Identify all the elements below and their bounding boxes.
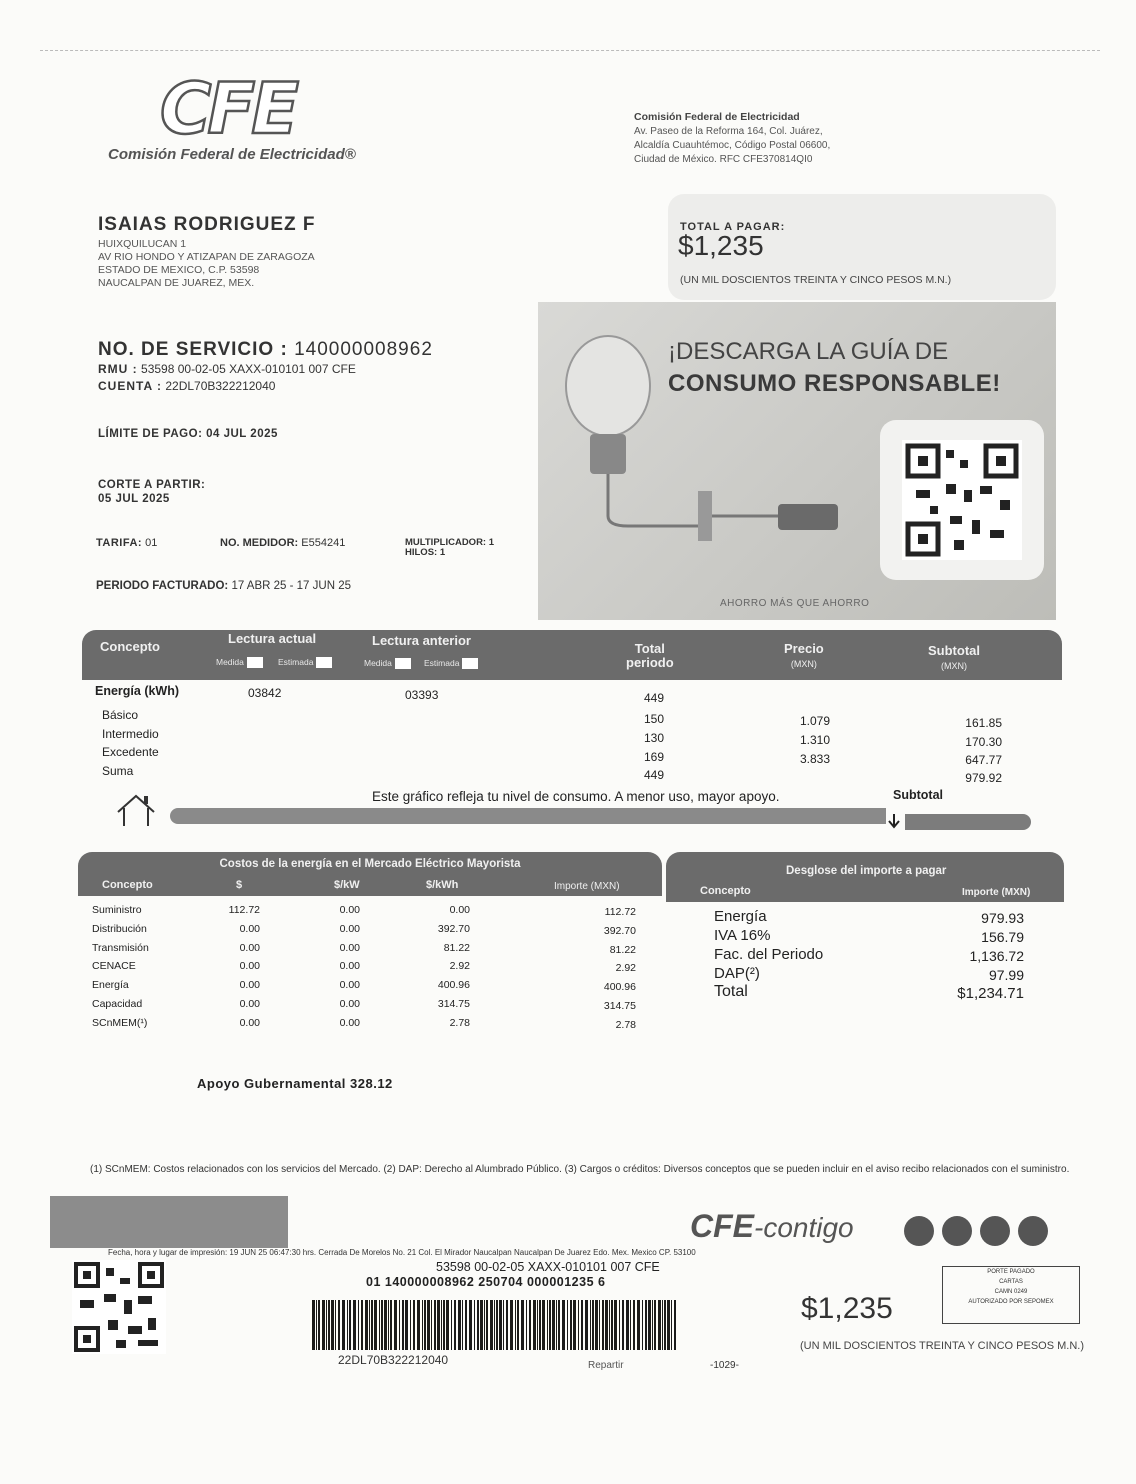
mh-importe: Importe (MXN) (554, 881, 620, 892)
porte-line2: CARTAS (999, 1279, 1023, 1285)
referencia-linea2: 01 140000008962 250704 000001235 6 (366, 1275, 606, 1289)
barcode-bar (517, 1300, 519, 1350)
barcode-bar (573, 1300, 576, 1350)
barcode-bar (454, 1300, 456, 1350)
barcode-bar (328, 1300, 330, 1350)
mercado-row-cell: 2.78 (615, 1018, 636, 1031)
barcode-bar (537, 1300, 538, 1350)
barcode-bar (674, 1300, 676, 1350)
row-suma-subtotal: 979.92 (965, 771, 1002, 785)
mercado-row-cell: 0.00 (339, 904, 360, 916)
mercado-row-cell: 0.00 (239, 979, 260, 992)
porte-line4: AUTORIZADO POR SEPOMEX (968, 1299, 1054, 1305)
grafico-text: Este gráfico refleja tu nivel de consumo. A menor uso, mayor apoyo. (372, 789, 780, 804)
barcode-bar (410, 1300, 411, 1350)
whatsapp-icon[interactable] (980, 1216, 1010, 1246)
consumption-bar (170, 808, 886, 824)
mercado-row-cell: 400.96 (603, 981, 636, 994)
barcode-bar (602, 1300, 604, 1350)
barcode-bar (570, 1300, 572, 1350)
fecha-impresion: Fecha, hora y lugar de impresión: 19 JUN 25 06:47:30 hrs. Cerrada De Morelos No. 21 Col. El Mirador Naucalpan Naucalpan De Juarez Edo. Mex. Mexico CP. 53100 (108, 1248, 696, 1257)
mercado-title: Costos de la energía en el Mercado Eléctrico Mayorista (219, 858, 521, 870)
barcode-bar (480, 1300, 483, 1350)
barcode-bar (347, 1300, 348, 1350)
mercado-row-label: Suministro (92, 904, 142, 916)
row-basico-total: 150 (643, 712, 664, 726)
promo-qr-card (880, 420, 1044, 580)
barcode-bar (381, 1300, 383, 1350)
barcode-bar (510, 1300, 513, 1350)
porte-line3: CAMN 0249 (994, 1289, 1028, 1295)
medidor-label: NO. MEDIDOR: (220, 537, 299, 549)
chat-icon[interactable] (1018, 1216, 1048, 1246)
mercado-row-label: Capacidad (92, 998, 143, 1010)
desglose-dap-value: 97.99 (988, 967, 1024, 983)
porte-pagado-box (942, 1266, 1080, 1324)
barcode-bar (521, 1300, 524, 1350)
medidor-value: E554241 (301, 537, 346, 549)
barcode-bar (622, 1300, 624, 1350)
barcode-bar (599, 1300, 600, 1350)
row-suma-total: 449 (643, 768, 664, 782)
barcode-bar (549, 1300, 551, 1350)
cfe-contigo-logo: CFE-contigo (690, 1208, 854, 1244)
barcode-bar (338, 1300, 340, 1350)
barcode-bar (441, 1300, 442, 1350)
barcode-bar (499, 1300, 502, 1350)
barcode-bar (379, 1300, 380, 1350)
barcode-bar (533, 1300, 536, 1350)
cuenta-row (98, 379, 275, 393)
row-excedente-precio: 3.833 (799, 752, 830, 766)
periodo-label: PERIODO FACTURADO: (96, 580, 229, 592)
address-line2: AV RIO HONDO Y ATIZAPAN DE ZARAGOZA (98, 251, 315, 263)
mercado-row-cell: 2.92 (449, 960, 470, 973)
mercado-row-cell: 392.70 (437, 922, 470, 935)
barcode-bar (417, 1300, 420, 1350)
lectura-actual-value: 03842 (248, 686, 282, 700)
barcode-bar (399, 1300, 400, 1350)
barcode-bar (402, 1300, 404, 1350)
barcode-bar (477, 1300, 479, 1350)
limite-label: LÍMITE DE PAGO: (98, 428, 203, 440)
address-line1: HUIXQUILUCAN 1 (98, 238, 187, 250)
corte-value: 05 JUL 2025 (98, 493, 170, 505)
mercado-row-label: SCnMEM(¹) (92, 1016, 148, 1029)
desglose-iva-label: IVA 16% (714, 927, 771, 944)
barcode-bar (465, 1300, 467, 1350)
barcode-bar (619, 1300, 620, 1350)
referencia-linea1: 53598 00-02-05 XAXX-010101 007 CFE (436, 1260, 660, 1274)
row-intermedio-label: Intermedio (102, 727, 159, 741)
barcode-bar (645, 1300, 647, 1350)
apoyo-gubernamental: Apoyo Gubernamental 328.12 (197, 1076, 393, 1091)
barcode-bar (611, 1300, 613, 1350)
issuer-line2: Alcaldía Cuauhtémoc, Código Postal 06600, (634, 140, 831, 151)
barcode-bar (539, 1300, 541, 1350)
barcode-bar (342, 1300, 345, 1350)
mult-value: 1 (488, 537, 495, 548)
tarifa-value: 01 (145, 537, 158, 549)
h-la-estimada: Estimada (278, 657, 332, 668)
customer-address (98, 238, 315, 290)
barcode-bar (558, 1300, 560, 1350)
footnotes: (1) SCnMEM: Costos relacionados con los servicios del Mercado. (2) DAP: Derecho al Alumbrado Público. (3) Cargos o créditos: Diversos conceptos que se pueden incluir en el aviso recibo relacionados con el suministro. (90, 1164, 1070, 1175)
mh-kwh: $/kWh (426, 879, 459, 891)
mercado-row-cell: 0.00 (239, 960, 260, 973)
mult-label: MULTIPLICADOR: (405, 537, 487, 548)
barcode-bar (331, 1300, 334, 1350)
barcode-bar (595, 1300, 598, 1350)
row-excedente-label: Excedente (102, 745, 159, 759)
footer-total-amount: $1,235 (801, 1292, 893, 1325)
service-number-row (98, 339, 433, 361)
barcode-bar (349, 1300, 351, 1350)
issuer-line1: Av. Paseo de la Reforma 164, Col. Juárez, (634, 126, 823, 137)
desglose-energia-value: 979.93 (981, 910, 1024, 926)
desglose-fac-value: 1,136.72 (969, 948, 1024, 964)
footer-qr-icon[interactable] (72, 1260, 166, 1354)
cuenta-label: CUENTA : (98, 379, 162, 393)
desglose-total-value: $1,234.71 (957, 985, 1024, 1002)
address-line4: NAUCALPAN DE JUAREZ, MEX. (98, 277, 255, 289)
mercado-row-cell: 0.00 (239, 941, 260, 954)
h-lan-estimada: Estimada (424, 658, 478, 669)
energia-total-value: 449 (643, 691, 664, 705)
issuer-line3: Ciudad de México. RFC CFE370814QI0 (634, 154, 813, 165)
customer-name: ISAIAS RODRIGUEZ F (98, 214, 316, 235)
periodo-value: 17 ABR 25 - 17 JUN 25 (231, 580, 351, 592)
barcode-bar (326, 1300, 327, 1350)
arrow-down-icon (886, 812, 902, 830)
multiplicador-row (405, 538, 494, 558)
barcode-bar (353, 1300, 356, 1350)
rmu-value: 53598 00-02-05 XAXX-010101 007 CFE (141, 362, 356, 376)
row-suma-label: Suma (102, 764, 134, 778)
barcode-bar (496, 1300, 498, 1350)
barcode-bar (462, 1300, 463, 1350)
cfe-logo-subtitle: Comisión Federal de Electricidad® (108, 146, 356, 163)
barcode-bar (529, 1300, 531, 1350)
issuer-info (634, 110, 884, 167)
barcode-bar (526, 1300, 527, 1350)
issuer-name: Comisión Federal de Electricidad (634, 111, 800, 123)
barcode-bar (667, 1300, 670, 1350)
row-basico-precio: 1.079 (799, 714, 830, 728)
mh-pesos: $ (236, 879, 243, 891)
barcode-bar (335, 1300, 336, 1350)
mercado-row-cell: 0.00 (449, 904, 470, 916)
dh-importe: Importe (MXN) (962, 887, 1031, 898)
desglose-dap-label: DAP(²) (714, 965, 760, 982)
barcode-bar (552, 1300, 555, 1350)
barcode-bar (443, 1300, 445, 1350)
telegram-icon[interactable] (942, 1216, 972, 1246)
h-lectura-actual: Lectura actual (228, 631, 317, 646)
barcode-bar (384, 1300, 387, 1350)
hilos-label: HILOS: (405, 547, 438, 558)
address-line3: ESTADO DE MEXICO, C.P. 53598 (98, 264, 260, 276)
barcode-bar (469, 1300, 472, 1350)
repartir-label: Repartir (588, 1360, 624, 1371)
medidor-row (220, 537, 345, 549)
redacted-box (50, 1196, 288, 1248)
barcode-bar (369, 1300, 370, 1350)
barcode-bar (458, 1300, 461, 1350)
barcode-bar (654, 1300, 656, 1350)
barcode-bar (413, 1300, 415, 1350)
barcode-bar (424, 1300, 426, 1350)
barcode-bar (358, 1300, 359, 1350)
barcode-bar (490, 1300, 493, 1350)
service-label: NO. DE SERVICIO : (98, 339, 288, 360)
desglose-fac-label: Fac. del Periodo (714, 946, 824, 963)
barcode-bar (637, 1300, 640, 1350)
barcode-bar (506, 1300, 508, 1350)
subtotal-bar (905, 814, 1031, 830)
barcode-bar (365, 1300, 368, 1350)
barcode-bar (633, 1300, 635, 1350)
promo-line2: CONSUMO RESPONSABLE! (668, 370, 1001, 397)
row-basico-subtotal: 161.85 (965, 716, 1002, 730)
mercado-row-cell: 0.00 (339, 960, 360, 973)
energia-label: Energía (kWh) (95, 684, 180, 698)
barcode-bar (394, 1300, 397, 1350)
grafico-subtotal-label: Subtotal (893, 788, 943, 802)
barcode-bar (503, 1300, 504, 1350)
barcode-bar (446, 1300, 449, 1350)
corte-row (98, 478, 205, 506)
hilos-value: 1 (439, 547, 446, 558)
barcode-bar (484, 1300, 485, 1350)
barcode-bar (581, 1300, 583, 1350)
barcode-bar (662, 1300, 663, 1350)
mercado-row-label: CENACE (92, 960, 136, 973)
barcode-bar (567, 1300, 568, 1350)
qr-code-icon[interactable] (880, 420, 1044, 580)
promo-line1: ¡DESCARGA LA GUÍA DE (668, 338, 949, 365)
barcode-bar (585, 1300, 588, 1350)
cfe-logo: CFE (160, 68, 296, 150)
limite-pago (98, 428, 278, 440)
footer-total-words: (UN MIL DOSCIENTOS TREINTA Y CINCO PESOS M.N.) (800, 1340, 1085, 1352)
corte-label: CORTE A PARTIR: (98, 479, 206, 491)
barcode-bar (658, 1300, 661, 1350)
h-la-medida: Medida (216, 657, 263, 668)
row-excedente-subtotal: 647.77 (965, 753, 1002, 767)
mercado-row-cell: 0.00 (339, 1016, 360, 1029)
desglose-title: Desglose del importe a pagar (786, 865, 947, 877)
barcode-bar (592, 1300, 594, 1350)
row-basico-label: Básico (102, 708, 139, 722)
barcode-bar (486, 1300, 488, 1350)
barcode-bar (671, 1300, 672, 1350)
total-label: TOTAL A PAGAR: (680, 221, 786, 233)
mercado-table-header (78, 852, 662, 896)
barcode-bar (405, 1300, 408, 1350)
desglose-iva-value: 156.79 (981, 929, 1024, 945)
barcode-bar (318, 1300, 320, 1350)
row-intermedio-subtotal: 170.30 (965, 735, 1002, 749)
promo-footer: AHORRO MÁS QUE AHORRO (720, 598, 870, 609)
cuenta-value: 22DL70B322212040 (165, 379, 276, 393)
mercado-row-cell: 2.92 (615, 962, 636, 975)
periodo-row (96, 580, 351, 592)
desglose-total-label: Total (714, 983, 748, 1000)
barcode-bar (630, 1300, 631, 1350)
mercado-row-cell: 112.72 (228, 904, 260, 916)
mercado-row-cell: 81.22 (443, 941, 470, 954)
h-lectura-anterior: Lectura anterior (372, 633, 471, 648)
barcode-bar (547, 1300, 548, 1350)
barcode-bar (648, 1300, 651, 1350)
barcode-bar (614, 1300, 617, 1350)
h-precio: Precio (MXN) (784, 641, 824, 669)
tarifa-label: TARIFA: (96, 537, 143, 549)
top-edge-line (40, 50, 1100, 51)
barcode-bar (556, 1300, 557, 1350)
barcode-bar (371, 1300, 373, 1350)
limite-value: 04 JUL 2025 (206, 428, 278, 440)
row-intermedio-precio: 1.310 (799, 733, 830, 747)
x-social-icon[interactable] (904, 1216, 934, 1246)
barcode-bar (390, 1300, 392, 1350)
barcode-bar (312, 1300, 315, 1350)
barcode-bar (361, 1300, 363, 1350)
tarifa-row (96, 537, 157, 549)
total-amount: $1,235 (678, 230, 764, 261)
house-icon (114, 792, 160, 828)
barcode-bar (494, 1300, 495, 1350)
barcode-bar (605, 1300, 608, 1350)
mercado-row-cell: 0.00 (239, 1016, 260, 1029)
barcode-bar (664, 1300, 666, 1350)
mercado-row-label: Transmisión (92, 941, 149, 954)
rmu-row (98, 362, 356, 376)
mercado-row-cell: 112.72 (604, 906, 636, 918)
desglose-energia-label: Energía (714, 908, 767, 925)
mercado-row-cell: 0.00 (239, 922, 260, 935)
barcode-bar (474, 1300, 475, 1350)
barcode-bar (422, 1300, 423, 1350)
row-excedente-total: 169 (643, 750, 664, 764)
row-intermedio-total: 130 (643, 731, 664, 745)
barcode-bar (590, 1300, 591, 1350)
porte-line1: PORTE PAGADO (987, 1269, 1035, 1275)
mercado-row-cell: 314.75 (603, 1000, 636, 1012)
mercado-row-cell: 0.00 (339, 979, 360, 992)
lectura-anterior-value: 03393 (405, 688, 439, 702)
barcode-bar (562, 1300, 565, 1350)
barcode-bar (427, 1300, 430, 1350)
h-total-periodo: Total periodo (626, 641, 674, 670)
mercado-row-cell: 0.00 (339, 922, 360, 935)
mercado-row-label: Energía (92, 979, 129, 992)
barcode-number: 22DL70B322212040 (338, 1353, 449, 1367)
mercado-row-cell: 392.70 (603, 924, 636, 937)
total-words: (UN MIL DOSCIENTOS TREINTA Y CINCO PESOS M.N.) (680, 274, 952, 286)
barcode-bar (578, 1300, 579, 1350)
barcode-bar (388, 1300, 389, 1350)
barcode-bar (626, 1300, 629, 1350)
mh-kw: $/kW (334, 879, 360, 891)
h-subtotal: Subtotal (MXN) (928, 643, 980, 671)
barcode-bar (515, 1300, 516, 1350)
mercado-row-cell: 81.22 (609, 943, 636, 956)
consumo-table-header (82, 630, 1062, 680)
rmu-label: RMU : (98, 362, 138, 376)
desglose-table-header (666, 852, 1064, 902)
barcode (310, 1300, 682, 1356)
dh-concepto: Concepto (700, 885, 751, 897)
h-concepto: Concepto (100, 639, 160, 654)
barcode-bar (374, 1300, 377, 1350)
barcode-bar (434, 1300, 436, 1350)
barcode-bar (652, 1300, 653, 1350)
route-code: -1029- (710, 1360, 739, 1371)
mh-concepto: Concepto (102, 879, 153, 891)
mercado-row-cell: 2.78 (449, 1016, 470, 1029)
barcode-bar (431, 1300, 432, 1350)
mercado-row-label: Distribución (92, 922, 147, 935)
barcode-bar (451, 1300, 452, 1350)
barcode-bar (642, 1300, 643, 1350)
mercado-row-cell: 0.00 (339, 998, 360, 1010)
mercado-row-cell: 0.00 (239, 998, 260, 1010)
h-lan-medida: Medida (364, 658, 411, 669)
mercado-row-cell: 400.96 (437, 979, 470, 992)
barcode-bar (609, 1300, 610, 1350)
service-number: 140000008962 (294, 339, 433, 360)
mercado-row-cell: 0.00 (339, 941, 360, 954)
barcode-bar (316, 1300, 317, 1350)
barcode-bar (542, 1300, 545, 1350)
barcode-bar (437, 1300, 440, 1350)
barcode-bar (322, 1300, 325, 1350)
mercado-row-cell: 314.75 (437, 998, 470, 1010)
